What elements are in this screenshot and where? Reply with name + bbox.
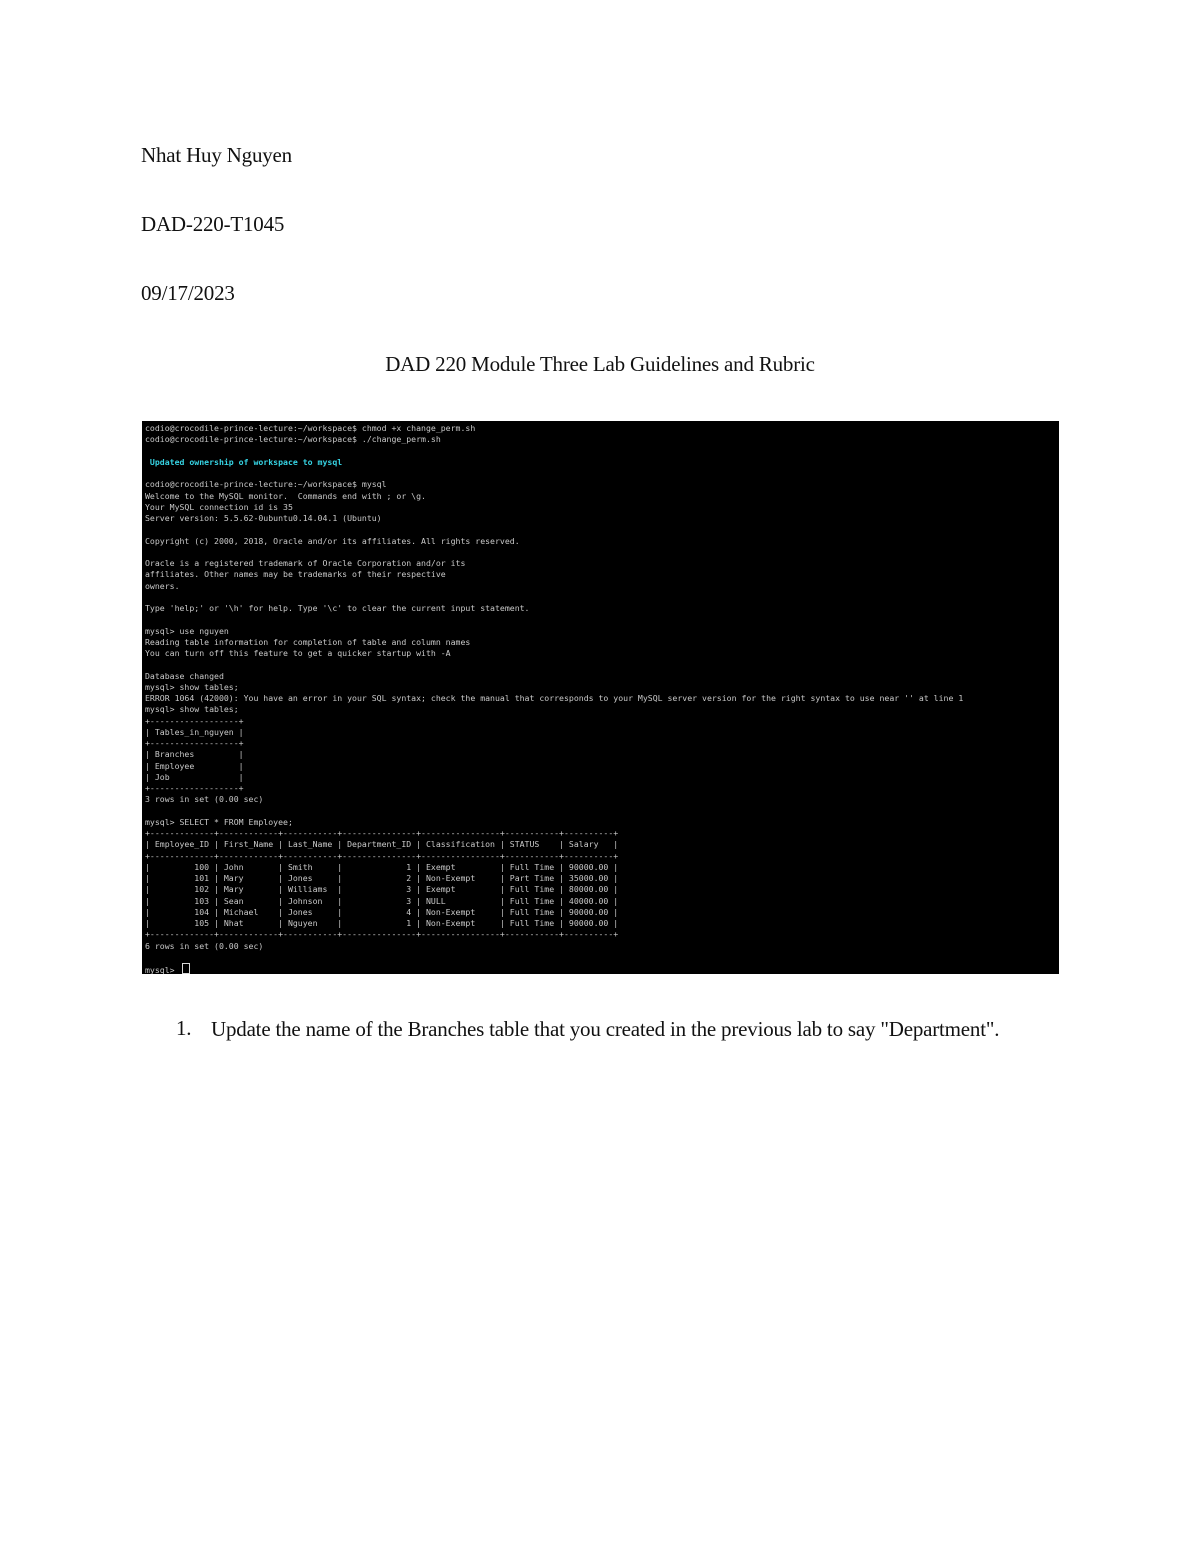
- terminal-line: | Tables_in_nguyen |: [145, 726, 244, 737]
- course-code: DAD-220-T1045: [141, 212, 285, 236]
- terminal-line: Type 'help;' or '\h' for help. Type '\c' to clear the current input statement.: [145, 603, 530, 613]
- terminal-line: 6 rows in set (0.00 sec): [145, 940, 264, 951]
- terminal-line: | 104 | Michael | Jones | 4 | Non-Exempt | Full Time | 90000.00 |: [145, 906, 619, 917]
- terminal-line: [145, 806, 1059, 817]
- terminal-cursor: [182, 963, 190, 974]
- terminal-line: [145, 468, 1059, 479]
- terminal-line: +-------------+------------+-----------+---------------+----------------+-----------+----------+: [145, 828, 619, 838]
- terminal-screenshot: [142, 421, 1059, 974]
- question-text: Update the name of the Branches table that you created in the previous lab to say "Department".: [211, 1017, 1000, 1041]
- terminal-line: [145, 446, 1059, 457]
- terminal-line: | Branches |: [145, 749, 244, 760]
- terminal-line: Copyright (c) 2000, 2018, Oracle and/or its affiliates. All rights reserved.: [145, 535, 520, 546]
- terminal-line: codio@crocodile-prince-lecture:~/workspace$ chmod +x change_perm.sh: [145, 423, 476, 433]
- terminal-line: codio@crocodile-prince-lecture:~/workspace$ ./change_perm.sh: [145, 434, 441, 445]
- terminal-line: | 100 | John | Smith | 1 | Exempt | Full Time | 90000.00 |: [145, 861, 619, 872]
- terminal-line: | Employee |: [145, 760, 244, 771]
- terminal-line: +------------------+: [145, 715, 244, 726]
- terminal-line: | 102 | Mary | Williams | 3 | Exempt | Full Time | 80000.00 |: [145, 884, 619, 895]
- terminal-line: Welcome to the MySQL monitor. Commands end with ; or \g.: [145, 490, 426, 501]
- terminal-line: Updated ownership of workspace to mysql: [145, 456, 343, 467]
- terminal-line: codio@crocodile-prince-lecture:~/workspace$ mysql: [145, 479, 387, 490]
- terminal-line: [145, 524, 1059, 535]
- author-name: Nhat Huy Nguyen: [141, 143, 292, 167]
- terminal-line: | 101 | Mary | Jones | 2 | Non-Exempt | Part Time | 35000.00 |: [145, 873, 619, 883]
- terminal-line: mysql> show tables;: [145, 681, 239, 692]
- terminal-line: Database changed: [145, 670, 224, 681]
- terminal-line: mysql> show tables;: [145, 704, 239, 715]
- document-title: DAD 220 Module Three Lab Guidelines and Rubric: [385, 352, 815, 376]
- terminal-line: [145, 592, 1059, 603]
- terminal-line: [145, 952, 1059, 963]
- terminal-line: +-------------+------------+-----------+---------------+----------------+-----------+----------+: [145, 850, 619, 861]
- terminal-line: | Employee_ID | First_Name | Last_Name | Department_ID | Classification | STATUS | Salary |: [145, 839, 619, 850]
- terminal-line: 3 rows in set (0.00 sec): [145, 794, 264, 805]
- terminal-line: | 105 | Nhat | Nguyen | 1 | Non-Exempt | Full Time | 90000.00 |: [145, 918, 619, 928]
- terminal-line: +------------------+: [145, 783, 244, 793]
- terminal-line: You can turn off this feature to get a quicker startup with -A: [145, 648, 451, 658]
- terminal-line: +-------------+------------+-----------+---------------+----------------+-----------+----------+: [145, 929, 619, 940]
- terminal-line: mysql>: [145, 963, 1059, 974]
- terminal-line: +------------------+: [145, 738, 244, 748]
- terminal-line: ERROR 1064 (42000): You have an error in your SQL syntax; check the manual that corresponds to your MySQL server version for the right syntax to use near '' at line 1: [145, 693, 964, 703]
- terminal-line: mysql> use nguyen: [145, 625, 229, 636]
- terminal-line: [145, 659, 1059, 670]
- terminal-line: Oracle is a registered trademark of Oracle Corporation and/or its: [145, 558, 466, 568]
- terminal-line: [145, 614, 1059, 625]
- terminal-line: Your MySQL connection id is 35: [145, 501, 293, 512]
- question-number: 1.: [176, 1016, 192, 1040]
- terminal-line: mysql> SELECT * FROM Employee;: [145, 816, 293, 827]
- terminal-line: affiliates. Other names may be trademarks of their respective: [145, 569, 446, 580]
- terminal-line: Reading table information for completion of table and column names: [145, 636, 471, 647]
- document-date: 09/17/2023: [141, 281, 235, 305]
- terminal-line: | Job |: [145, 771, 244, 782]
- terminal-line: | 103 | Sean | Johnson | 3 | NULL | Full Time | 40000.00 |: [145, 895, 619, 906]
- terminal-line: [145, 547, 1059, 558]
- terminal-line: Server version: 5.5.62-0ubuntu0.14.04.1 (Ubuntu): [145, 513, 382, 523]
- terminal-line: owners.: [145, 580, 180, 591]
